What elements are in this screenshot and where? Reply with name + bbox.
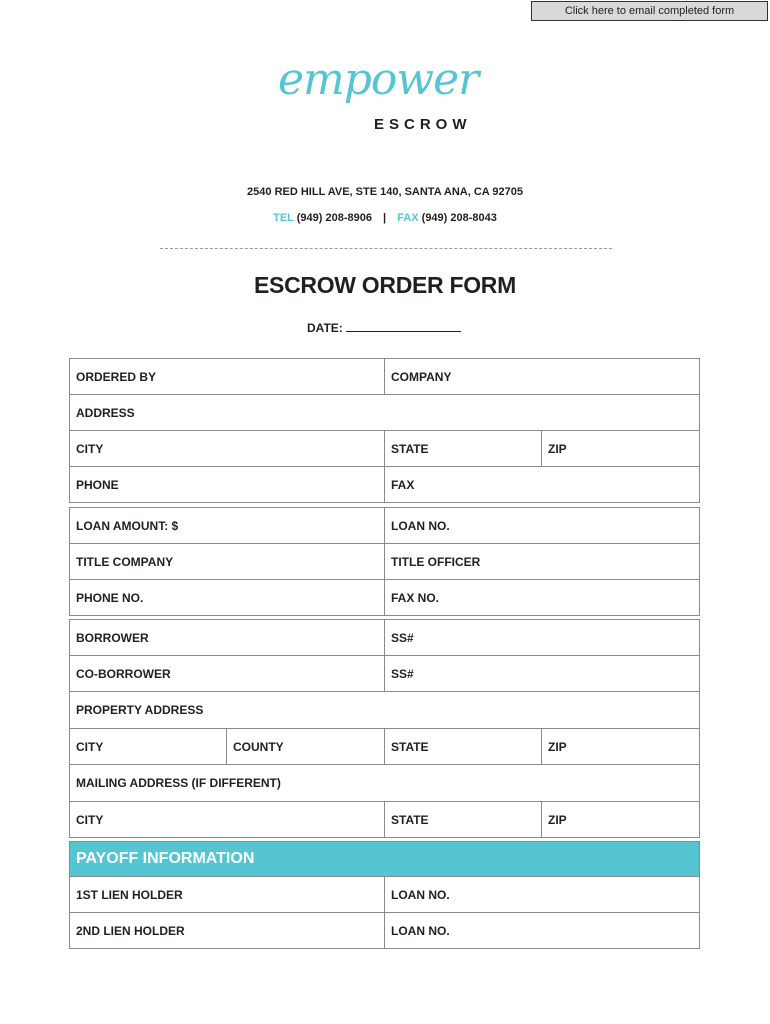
ordered-by-field[interactable] (69, 358, 385, 395)
second-lien-holder-label: 2ND LIEN HOLDER (76, 923, 185, 938)
divider (160, 248, 612, 249)
address-field[interactable] (69, 394, 700, 431)
property-address-field[interactable] (69, 691, 700, 729)
mailing-state-field[interactable] (384, 801, 542, 838)
payoff-information-header (69, 841, 700, 877)
contact-separator: | (383, 212, 387, 224)
empower-escrow-logo (270, 54, 500, 142)
second-lien-loan-no-field[interactable] (384, 912, 700, 949)
mailing-address-label: MAILING ADDRESS (IF DIFFERENT) (76, 776, 281, 790)
first-lien-loan-no-label: LOAN NO. (391, 887, 450, 902)
date-field[interactable] (307, 319, 461, 335)
phone-field[interactable] (69, 466, 385, 503)
borrower-field[interactable] (69, 619, 385, 656)
first-lien-loan-no-field[interactable] (384, 876, 700, 913)
mailing-city-field[interactable] (69, 801, 385, 838)
state-label: STATE (391, 441, 429, 456)
fax-number: (949) 208-8043 (421, 212, 497, 224)
co-borrower-label: CO-BORROWER (76, 666, 171, 681)
state-field[interactable] (384, 430, 542, 467)
loan-no-field[interactable] (384, 507, 700, 544)
property-county-field[interactable] (226, 728, 385, 765)
title-company-field[interactable] (69, 543, 385, 580)
first-lien-holder-field[interactable] (69, 876, 385, 913)
city-label: CITY (76, 441, 104, 456)
borrower-label: BORROWER (76, 630, 149, 645)
fax-label: FAX (391, 477, 415, 492)
mailing-zip-field[interactable] (541, 801, 700, 838)
fax-field[interactable] (384, 466, 700, 503)
city-field[interactable] (69, 430, 385, 467)
mailing-state-label: STATE (391, 812, 429, 827)
title-officer-label: TITLE OFFICER (391, 554, 481, 569)
fax-no-field[interactable] (384, 579, 700, 616)
company-address: 2540 RED HILL AVE, STE 140, SANTA ANA, CA 92705 (247, 186, 523, 198)
title-company-label: TITLE COMPANY (76, 554, 174, 569)
property-state-label: STATE (391, 739, 429, 754)
co-borrower-ss-label: SS# (391, 666, 414, 681)
borrower-ss-label: SS# (391, 630, 414, 645)
co-borrower-field[interactable] (69, 655, 385, 692)
email-completed-form-button[interactable]: Click here to email completed form (531, 1, 768, 21)
property-address-label: PROPERTY ADDRESS (76, 703, 204, 717)
fax-label: FAX (397, 212, 419, 224)
property-state-field[interactable] (384, 728, 542, 765)
co-borrower-ss-field[interactable] (384, 655, 700, 692)
loan-amount-label: LOAN AMOUNT: $ (76, 518, 179, 533)
phone-no-label: PHONE NO. (76, 590, 144, 605)
second-lien-loan-no-label: LOAN NO. (391, 923, 450, 938)
tel-label: TEL (273, 212, 294, 224)
mailing-address-field[interactable] (69, 764, 700, 802)
form-title: ESCROW ORDER FORM (254, 272, 516, 298)
company-field[interactable] (384, 358, 700, 395)
contact-line (0, 212, 770, 224)
property-zip-label: ZIP (548, 739, 567, 754)
fax-no-label: FAX NO. (391, 590, 440, 605)
first-lien-holder-label: 1ST LIEN HOLDER (76, 887, 183, 902)
phone-no-field[interactable] (69, 579, 385, 616)
zip-field[interactable] (541, 430, 700, 467)
loan-no-label: LOAN NO. (391, 518, 450, 533)
property-county-label: COUNTY (233, 739, 284, 754)
borrower-ss-field[interactable] (384, 619, 700, 656)
second-lien-holder-field[interactable] (69, 912, 385, 949)
property-city-field[interactable] (69, 728, 227, 765)
company-label: COMPANY (391, 369, 452, 384)
address-label: ADDRESS (76, 405, 135, 420)
logo-script: empower (278, 54, 479, 105)
mailing-zip-label: ZIP (548, 812, 567, 827)
loan-amount-field[interactable] (69, 507, 385, 544)
title-officer-field[interactable] (384, 543, 700, 580)
property-zip-field[interactable] (541, 728, 700, 765)
phone-label: PHONE (76, 477, 119, 492)
zip-label: ZIP (548, 441, 567, 456)
tel-number: (949) 208-8906 (296, 212, 372, 224)
payoff-information-label: PAYOFF INFORMATION (76, 850, 255, 867)
mailing-city-label: CITY (76, 812, 104, 827)
date-label: DATE: (307, 321, 343, 335)
ordered-by-label: ORDERED BY (76, 369, 157, 384)
date-input-line[interactable] (346, 319, 461, 332)
logo-word: ESCROW (374, 116, 472, 133)
property-city-label: CITY (76, 739, 104, 754)
